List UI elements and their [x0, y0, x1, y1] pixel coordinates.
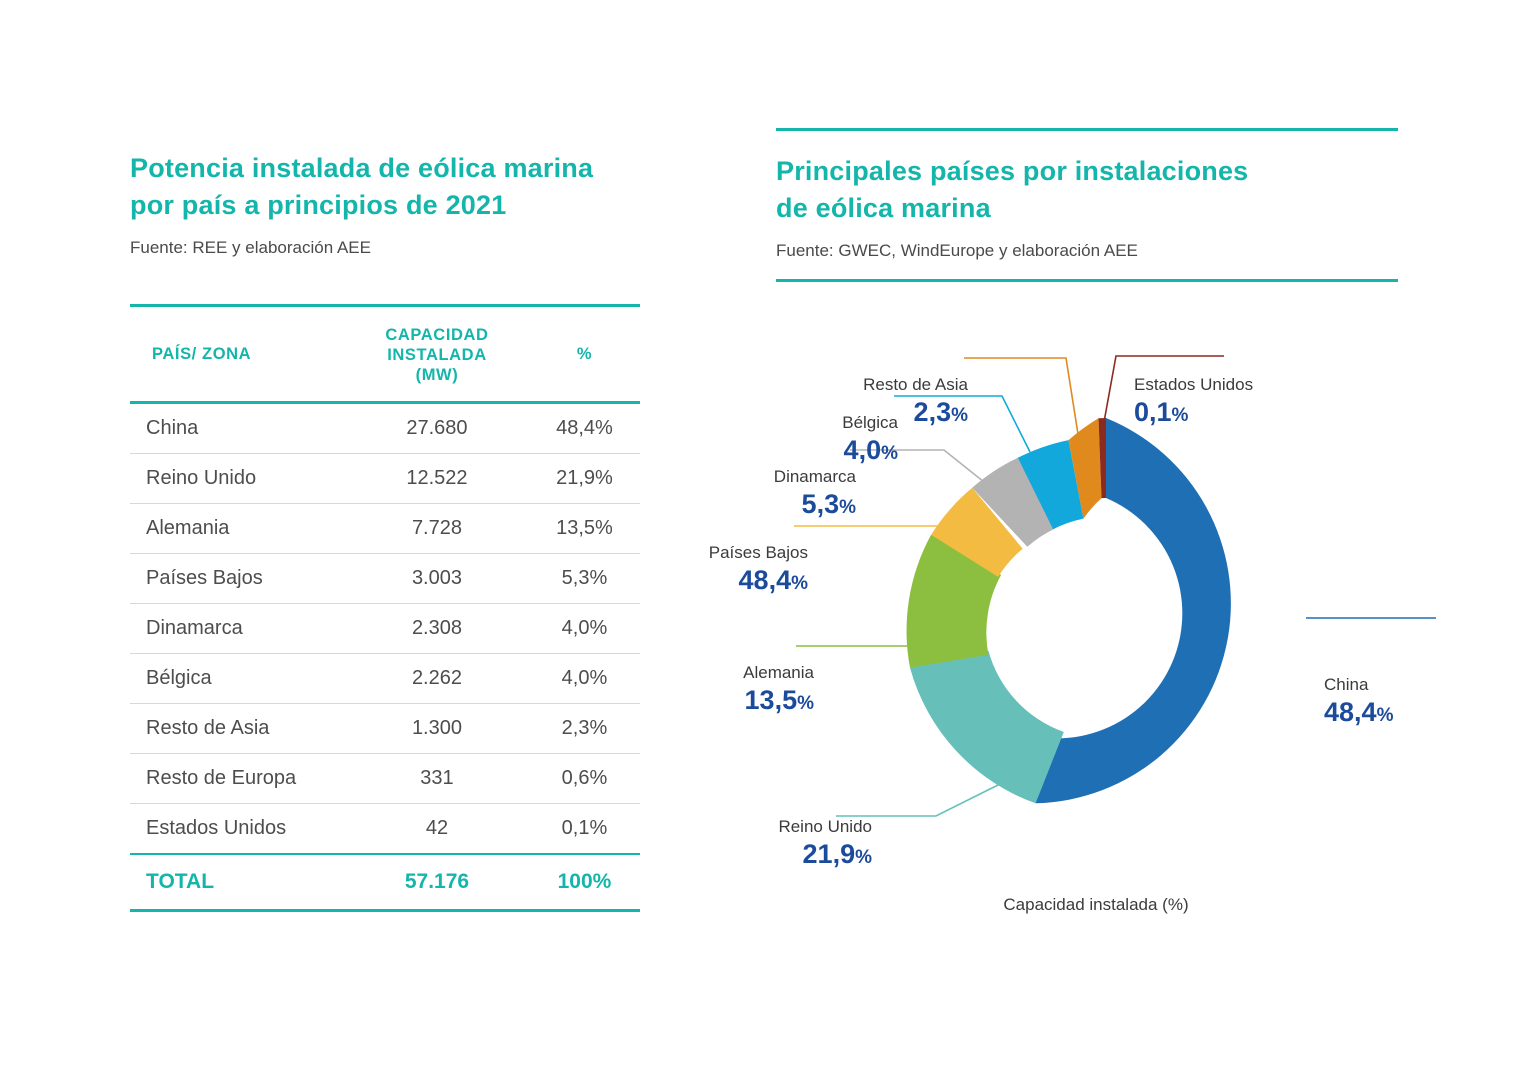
cell-percent: 13,5% — [529, 503, 640, 553]
table-row — [130, 453, 640, 503]
callout-reino-unido-name: Reino Unido — [778, 817, 872, 836]
cell-capacity: 27.680 — [345, 402, 529, 453]
donut-title-line1: Principales países por instalaciones — [776, 156, 1249, 186]
table-row — [130, 703, 640, 753]
column-header-capacity — [345, 305, 529, 402]
donut-caption: Capacidad instalada (%) — [1003, 895, 1189, 914]
donut-slices — [907, 418, 1231, 803]
cell-percent: 2,3% — [529, 703, 640, 753]
table-total-row — [130, 854, 640, 911]
callout-alemania-name: Alemania — [743, 663, 814, 682]
cell-capacity: 3.003 — [345, 553, 529, 603]
divider-top — [776, 128, 1398, 131]
column-header-capacity-line3: (MW) — [415, 365, 459, 384]
page-title — [130, 150, 640, 225]
cell-percent: 4,0% — [529, 653, 640, 703]
callout-estados-unidos — [1134, 376, 1314, 426]
table-row — [130, 753, 640, 803]
cell-total-capacity: 57.176 — [345, 854, 529, 911]
callout-alemania-value: 13,5% — [744, 684, 814, 715]
table-header-row — [130, 305, 640, 402]
callout-belgica-value: 4,0% — [843, 434, 898, 465]
cell-total-label: TOTAL — [130, 854, 345, 911]
table-source: Fuente: REE y elaboración AEE — [130, 237, 371, 257]
cell-country: Estados Unidos — [130, 803, 345, 854]
donut-source: Fuente: GWEC, WindEurope y elaboración AEE — [776, 240, 1138, 260]
column-header-country: PAÍS/ ZONA — [152, 345, 252, 364]
table-header — [130, 305, 640, 402]
table-title-line2: por país a principios de 2021 — [130, 190, 507, 221]
cell-percent: 4,0% — [529, 603, 640, 653]
callout-dinamarca — [706, 468, 856, 518]
donut-panel — [776, 128, 1406, 282]
cell-capacity: 12.522 — [345, 453, 529, 503]
table-row — [130, 603, 640, 653]
offshore-wind-table — [130, 304, 640, 912]
callout-reino-unido-value: 21,9% — [802, 838, 872, 869]
callout-dinamarca-value: 5,3% — [801, 488, 856, 519]
cell-percent: 48,4% — [529, 402, 640, 453]
callout-resto-asia-value: 2,3% — [913, 396, 968, 427]
callout-resto-asia — [804, 376, 968, 426]
donut-title — [776, 153, 1406, 228]
table-row — [130, 402, 640, 453]
cell-percent: 0,6% — [529, 753, 640, 803]
cell-percent: 21,9% — [529, 453, 640, 503]
callout-china-value: 48,4% — [1324, 696, 1394, 727]
table-row — [130, 503, 640, 553]
donut-title-line2: de eólica marina — [776, 193, 991, 224]
table-panel — [130, 150, 640, 912]
callout-china-name: China — [1324, 675, 1369, 694]
cell-percent: 0,1% — [529, 803, 640, 854]
cell-country: Resto de Europa — [130, 753, 345, 803]
callout-paises-bajos — [648, 544, 808, 594]
column-header-capacity-line1: CAPACIDAD — [385, 325, 489, 344]
slice-reino-unido[interactable] — [910, 651, 1064, 804]
callout-estados-unidos-value: 0,1% — [1134, 396, 1189, 427]
cell-country: Países Bajos — [130, 553, 345, 603]
cell-capacity: 42 — [345, 803, 529, 854]
leader-line-reino-unido — [836, 782, 1004, 816]
cell-percent: 5,3% — [529, 553, 640, 603]
callout-paises-bajos-name: Países Bajos — [708, 543, 808, 562]
cell-capacity: 2.308 — [345, 603, 529, 653]
donut-chart-area — [708, 330, 1476, 940]
divider-bottom — [776, 279, 1398, 282]
cell-capacity: 2.262 — [345, 653, 529, 703]
cell-capacity: 1.300 — [345, 703, 529, 753]
table-title-line1: Potencia instalada de eólica marina — [130, 153, 594, 183]
cell-country: Alemania — [130, 503, 345, 553]
cell-capacity: 331 — [345, 753, 529, 803]
cell-country: Bélgica — [130, 653, 345, 703]
table-row — [130, 653, 640, 703]
table-row — [130, 803, 640, 854]
cell-capacity: 7.728 — [345, 503, 529, 553]
callout-belgica-name: Bélgica — [842, 413, 898, 432]
callout-paises-bajos-value: 48,4% — [738, 564, 808, 595]
callout-china — [1324, 676, 1393, 726]
column-header-percent: % — [576, 345, 593, 364]
callout-dinamarca-name: Dinamarca — [773, 467, 856, 486]
callout-alemania — [662, 664, 814, 714]
callout-reino-unido — [692, 818, 872, 868]
cell-country: Dinamarca — [130, 603, 345, 653]
callout-resto-asia-name: Resto de Asia — [863, 375, 968, 394]
table-body — [130, 402, 640, 910]
cell-country: Reino Unido — [130, 453, 345, 503]
column-header-capacity-line2: INSTALADA — [387, 345, 487, 364]
callout-estados-unidos-name: Estados Unidos — [1134, 375, 1254, 394]
table-row — [130, 553, 640, 603]
cell-country: China — [130, 402, 345, 453]
cell-country: Resto de Asia — [130, 703, 345, 753]
cell-total-percent: 100% — [529, 854, 640, 911]
